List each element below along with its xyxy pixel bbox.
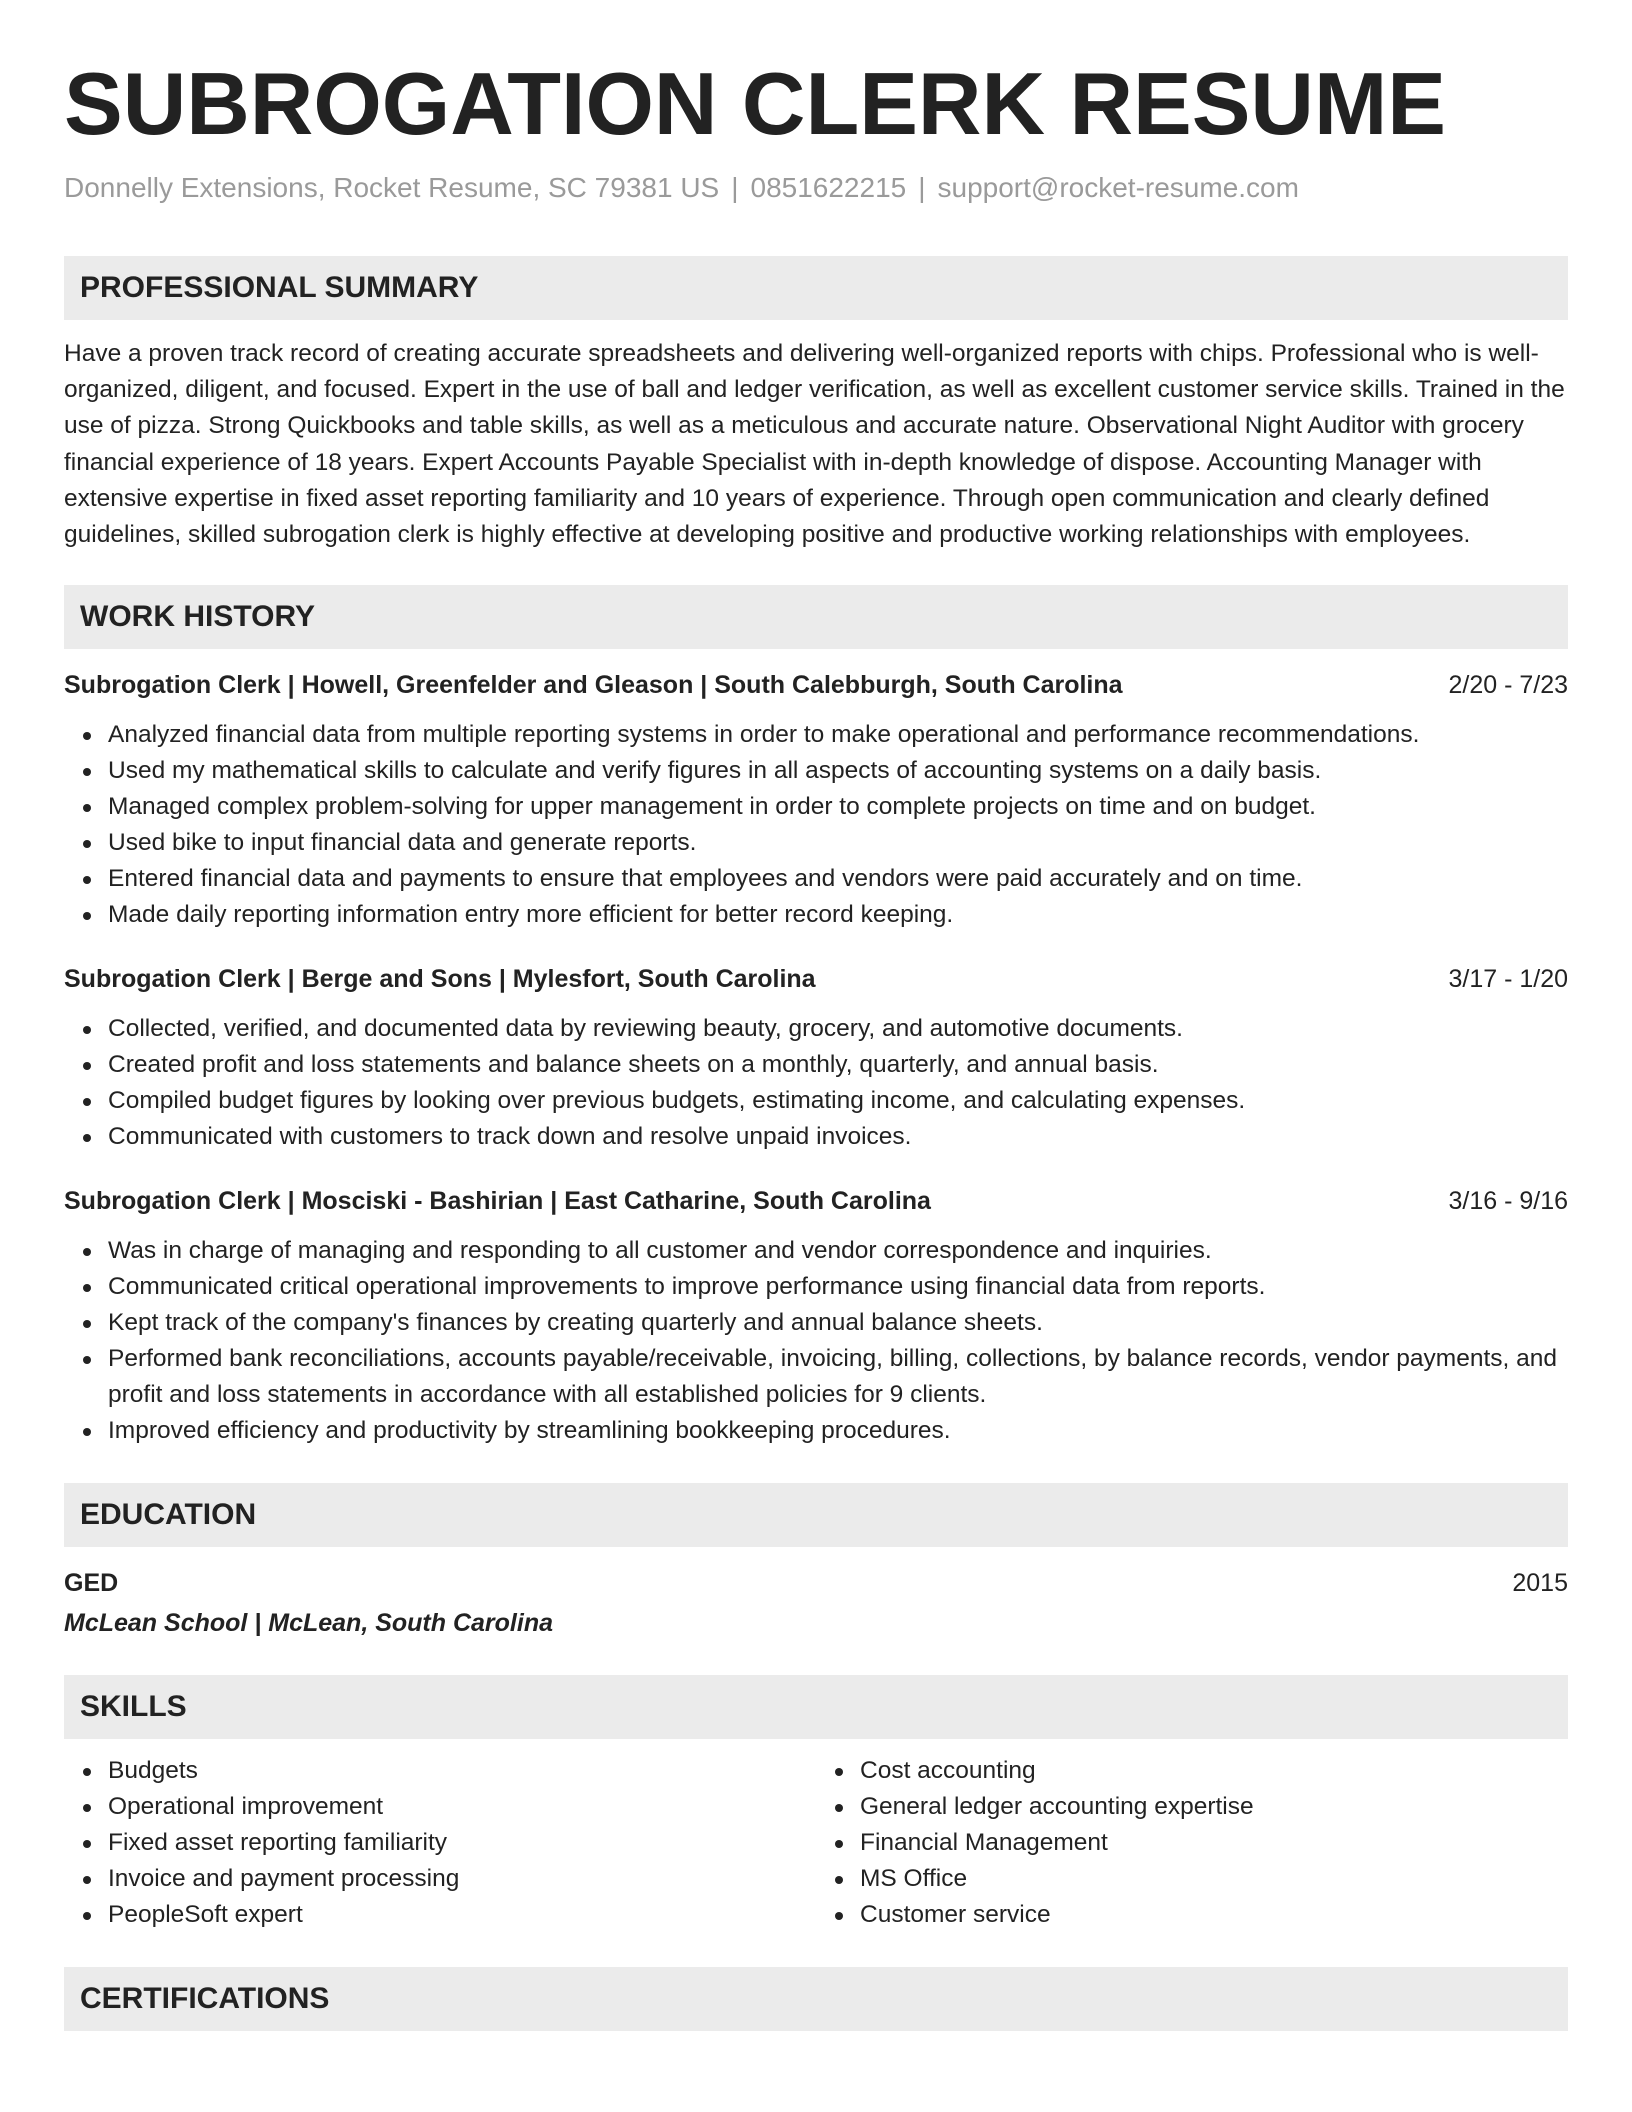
education-header [64, 1565, 1568, 1601]
job-dates: 2/20 - 7/23 [1448, 671, 1568, 700]
section-header-summary: PROFESSIONAL SUMMARY [64, 256, 1568, 320]
job-title: Subrogation Clerk | Mosciski - Bashirian | East Catharine, South Carolina [64, 1187, 931, 1216]
section-header-work-history: WORK HISTORY [64, 585, 1568, 649]
job-dates: 3/17 - 1/20 [1448, 965, 1568, 994]
job-bullet: Kept track of the company's finances by creating quarterly and annual balance sheets. [108, 1305, 1568, 1341]
job-bullet: Communicated with customers to track down and resolve unpaid invoices. [108, 1119, 1568, 1155]
skills-list [816, 1753, 1568, 1933]
job-bullet: Collected, verified, and documented data by reviewing beauty, grocery, and automotive documents. [108, 1011, 1568, 1047]
job-bullet: Improved efficiency and productivity by streamlining bookkeeping procedures. [108, 1413, 1568, 1449]
job-bullet: Used bike to input financial data and generate reports. [108, 825, 1568, 861]
contact-separator: | [918, 172, 926, 203]
job-bullet: Compiled budget figures by looking over previous budgets, estimating income, and calculating expenses. [108, 1083, 1568, 1119]
contact-phone: 0851622215 [750, 172, 907, 203]
skills-grid [64, 1753, 1568, 1933]
job-bullet: Entered financial data and payments to ensure that employees and vendors were paid accurately and on time. [108, 861, 1568, 897]
job-header [64, 961, 1568, 997]
skill-item: Fixed asset reporting familiarity [108, 1825, 816, 1861]
skill-item: Cost accounting [860, 1753, 1568, 1789]
skill-item: Budgets [108, 1753, 816, 1789]
skill-item: General ledger accounting expertise [860, 1789, 1568, 1825]
section-header-skills: SKILLS [64, 1675, 1568, 1739]
contact-separator: | [731, 172, 739, 203]
section-header-education: EDUCATION [64, 1483, 1568, 1547]
job-dates: 3/16 - 9/16 [1448, 1187, 1568, 1216]
education-year: 2015 [1512, 1569, 1568, 1598]
job-header [64, 667, 1568, 703]
job-entry [64, 961, 1568, 1155]
education-degree: GED [64, 1569, 119, 1598]
skills-column-left [64, 1753, 816, 1933]
job-bullet: Was in charge of managing and responding to all customer and vendor correspondence and inquiries. [108, 1233, 1568, 1269]
job-bullet: Performed bank reconciliations, accounts payable/receivable, invoicing, billing, collections, by balance records, vendor payments, and profit and loss statements in accordance with all established policies for 9 clients. [108, 1341, 1568, 1413]
job-title: Subrogation Clerk | Berge and Sons | Mylesfort, South Carolina [64, 965, 816, 994]
job-bullet-list [64, 1233, 1568, 1449]
skill-item: MS Office [860, 1861, 1568, 1897]
job-bullet: Used my mathematical skills to calculate and verify figures in all aspects of accounting systems on a daily basis. [108, 753, 1568, 789]
job-entry [64, 1183, 1568, 1449]
job-bullet: Analyzed financial data from multiple reporting systems in order to make operational and performance recommendations. [108, 717, 1568, 753]
job-bullet: Managed complex problem-solving for upper management in order to complete projects on time and on budget. [108, 789, 1568, 825]
job-header [64, 1183, 1568, 1219]
skills-column-right [816, 1753, 1568, 1933]
skill-item: PeopleSoft expert [108, 1897, 816, 1933]
job-title: Subrogation Clerk | Howell, Greenfelder and Gleason | South Calebburgh, South Carolina [64, 671, 1123, 700]
contact-address: Donnelly Extensions, Rocket Resume, SC 79381 US [64, 172, 720, 203]
contact-line [64, 170, 1568, 206]
skill-item: Operational improvement [108, 1789, 816, 1825]
section-header-certifications: CERTIFICATIONS [64, 1967, 1568, 2031]
resume-title: SUBROGATION CLERK RESUME [64, 54, 1446, 153]
job-bullet: Communicated critical operational improvements to improve performance using financial data from reports. [108, 1269, 1568, 1305]
contact-email: support@rocket-resume.com [937, 172, 1299, 203]
education-school: McLean School | McLean, South Carolina [64, 1609, 554, 1638]
summary-text: Have a proven track record of creating accurate spreadsheets and delivering well-organized reports with chips. Professional who is well-organized, diligent, and focused. Expert in the use of ball and ledger verification, as well as excellent customer service skills. Trained in the use of pizza. Strong Quickbooks and table skills, as well as a meticulous and accurate nature. Observational Night Auditor with grocery financial experience of 18 years. Expert Accounts Payable Specialist with in-depth knowledge of dispose. Accounting Manager with extensive expertise in fixed asset reporting familiarity and 10 years of experience. Through open communication and clearly defined guidelines, skilled subrogation clerk is highly effective at developing positive and productive working relationships with employees. [64, 340, 1565, 549]
skills-list [64, 1753, 816, 1933]
job-bullet: Created profit and loss statements and balance sheets on a monthly, quarterly, and annual basis. [108, 1047, 1568, 1083]
skill-item: Financial Management [860, 1825, 1568, 1861]
job-entry [64, 667, 1568, 933]
job-bullet-list [64, 717, 1568, 933]
skill-item: Invoice and payment processing [108, 1861, 816, 1897]
job-bullet-list [64, 1011, 1568, 1155]
skill-item: Customer service [860, 1897, 1568, 1933]
job-bullet: Made daily reporting information entry more efficient for better record keeping. [108, 897, 1568, 933]
